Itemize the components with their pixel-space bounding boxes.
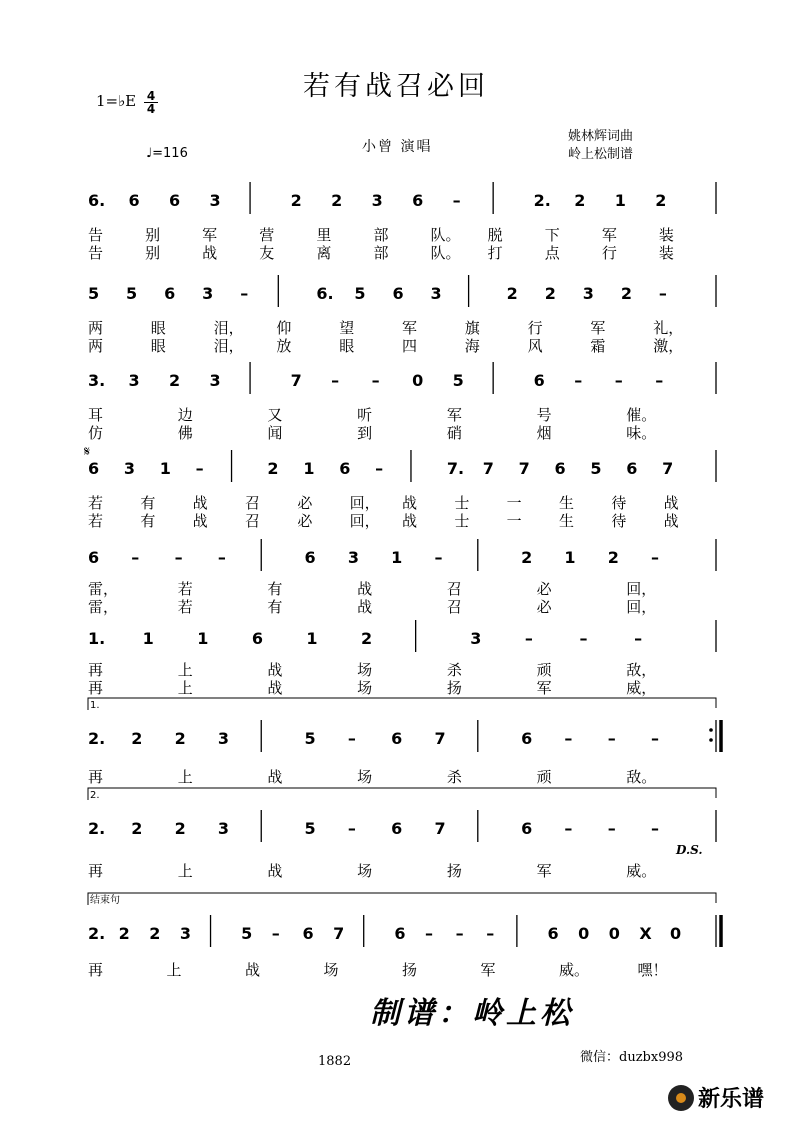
note: 5 [304, 729, 316, 748]
lyric-verse2: 若 [177, 598, 193, 616]
note: 0 [670, 924, 682, 943]
note: 6 [169, 191, 181, 210]
dash-note: – [174, 548, 183, 567]
note: 5 [590, 459, 602, 478]
lyric-verse2: 眼 [339, 337, 355, 355]
note: X [639, 924, 652, 943]
dash-note: – [131, 548, 140, 567]
lyric-verse1: 上 [177, 768, 193, 786]
lyric-verse2: 离 [316, 244, 332, 262]
note: 2 [149, 924, 161, 943]
lyric-verse2: 战 [402, 512, 418, 530]
dash-note: – [375, 459, 384, 478]
dash-note: – [347, 729, 356, 748]
lyric-verse1: 场 [357, 661, 373, 679]
note: 6 [302, 924, 314, 943]
time-signature-bottom: 4 [144, 102, 158, 115]
lyric-verse2: 佛 [177, 424, 193, 442]
lyric-verse2: 生 [559, 512, 575, 530]
lyric-verse1: 顽 [536, 768, 552, 786]
transcriber-signature: 制谱：岭上松 [370, 996, 574, 1031]
lyric-verse2: 点 [544, 244, 560, 262]
lyric-verse1: 别 [145, 226, 161, 244]
note: 2 [574, 191, 586, 210]
lyric-verse2: 有 [267, 598, 283, 616]
note: 1 [564, 548, 576, 567]
lyric-verse2: 别 [145, 244, 161, 262]
lyric-verse1: 敌。 [626, 768, 657, 786]
lyric-verse2: 到 [357, 424, 373, 442]
note: 2 [544, 284, 556, 303]
note: 6 [391, 729, 403, 748]
dash-note: – [655, 371, 664, 390]
lyric-verse1: 战 [267, 768, 283, 786]
dash-note: – [564, 729, 573, 748]
note: 7 [662, 459, 674, 478]
note: 6 [392, 284, 404, 303]
lyric-verse1: 杀 [446, 768, 462, 786]
lyric-verse1: 扬 [402, 961, 418, 979]
lyric-verse1: 军 [536, 862, 552, 880]
note: 3 [347, 548, 360, 567]
note: 2 [290, 191, 302, 210]
note: 3 [179, 924, 192, 943]
note: 2 [169, 371, 181, 390]
lyric-verse2: 回， [349, 512, 380, 530]
lyric-verse1: 召 [446, 580, 462, 598]
lyric-verse1: 脱 [487, 226, 503, 244]
lyric-verse2: 友 [259, 244, 275, 262]
lyric-verse1: 军 [590, 319, 606, 337]
volta-label: 1. [90, 700, 100, 711]
note: 2 [131, 729, 143, 748]
note: 0 [608, 924, 620, 943]
lyric-verse2: 激， [653, 337, 684, 355]
segno-sign: 𝄋 [84, 444, 91, 460]
lyric-verse1: 战 [245, 961, 261, 979]
lyric-verse1: 行 [527, 319, 543, 337]
lyric-verse1: 雷， [88, 580, 119, 598]
note: 2. [533, 191, 551, 210]
lyric-verse1: 再 [88, 661, 104, 679]
lyric-verse1: 耳 [88, 406, 104, 424]
lyric-verse2: 回， [626, 598, 657, 616]
tempo-marking: ♩=116 [146, 146, 188, 161]
lyric-verse1: 上 [177, 661, 193, 679]
lyric-verse2: 闻 [267, 424, 283, 442]
note: 2 [620, 284, 632, 303]
lyric-verse1: 军 [202, 226, 218, 244]
lyric-verse1: 礼， [653, 319, 684, 337]
lyric-verse1: 上 [166, 961, 182, 979]
logo-text: 新乐谱 [698, 1087, 765, 1112]
lyric-verse2: 场 [357, 679, 373, 697]
lyric-verse2: 一 [506, 512, 522, 530]
lyric-verse1: 场 [357, 768, 373, 786]
note: 6 [547, 924, 559, 943]
note: 3 [470, 629, 482, 648]
lyric-verse1: 威。 [626, 862, 657, 880]
note: 2 [521, 548, 533, 567]
lyric-verse1: 敌， [626, 661, 657, 679]
lyric-verse1: 生 [559, 494, 575, 512]
note: 6 [88, 548, 100, 567]
lyric-verse1: 必 [536, 580, 552, 598]
lyric-verse1: 旗 [464, 319, 480, 337]
lyric-verse1: 军 [601, 226, 617, 244]
lyric-verse2: 霜 [590, 337, 606, 355]
note: 7 [434, 729, 446, 748]
note: 7. [446, 459, 465, 478]
note: 3 [202, 284, 214, 303]
note: 7 [290, 371, 302, 390]
note: 5 [88, 284, 100, 303]
dash-note: – [331, 371, 340, 390]
note: 6 [391, 819, 403, 838]
lyric-verse2: 仿 [88, 424, 104, 442]
note: 6 [533, 371, 545, 390]
lyric-verse1: 催。 [626, 406, 657, 424]
note: 1 [614, 191, 626, 210]
note: 2 [174, 729, 186, 748]
lyric-verse1: 告 [88, 226, 104, 244]
lyric-verse2: 雷， [88, 598, 119, 616]
lyric-verse2: 上 [177, 679, 193, 697]
lyric-verse1: 战 [267, 862, 283, 880]
note: 3 [123, 459, 136, 478]
lyric-verse1: 里 [316, 226, 332, 244]
lyric-verse1: 场 [357, 862, 373, 880]
lyric-verse1: 战 [663, 494, 679, 512]
composer-line: 姚林辉词曲 [568, 129, 634, 144]
note: 1. [88, 629, 106, 648]
volta-label: 结束句 [90, 895, 120, 906]
volta-bracket [88, 698, 716, 710]
lyric-verse2: 装 [658, 244, 674, 262]
note: 6 [626, 459, 638, 478]
lyric-verse2: 战 [663, 512, 679, 530]
lyric-verse2: 战 [192, 512, 208, 530]
note: 6. [316, 284, 334, 303]
lyric-verse2: 行 [601, 244, 617, 262]
dash-note: – [371, 371, 380, 390]
note: 6 [251, 629, 263, 648]
lyric-verse2: 味。 [626, 424, 657, 442]
lyric-verse1: 眼 [150, 319, 166, 337]
note: 2 [655, 191, 667, 210]
lyric-verse2: 打 [487, 244, 503, 262]
volta-label: 2. [90, 790, 100, 801]
lyric-verse1: 战 [192, 494, 208, 512]
lyric-verse1: 部 [373, 226, 389, 244]
note: 3 [209, 371, 221, 390]
lyric-verse2: 战 [202, 244, 218, 262]
note: 1 [159, 459, 171, 478]
dash-note: – [217, 548, 226, 567]
lyric-verse1: 若 [88, 494, 104, 512]
note: 2 [331, 191, 343, 210]
page-number: 1882 [318, 1054, 352, 1069]
volta-bracket [88, 893, 716, 905]
lyric-verse1: 战 [402, 494, 418, 512]
dash-note: – [579, 629, 588, 648]
lyric-verse1: 再 [88, 862, 104, 880]
lyric-verse2: 若 [88, 512, 104, 530]
lyric-verse1: 队。 [430, 226, 461, 244]
dash-note: – [574, 371, 583, 390]
note: 7 [434, 819, 446, 838]
note: 6 [339, 459, 351, 478]
dash-note: – [347, 819, 356, 838]
dash-note: – [607, 819, 616, 838]
note: 5 [241, 924, 253, 943]
note: 3 [430, 284, 442, 303]
lyric-verse2: 扬 [446, 679, 462, 697]
note: 6 [521, 729, 533, 748]
note: 7 [333, 924, 345, 943]
transcriber-line: 岭上松制谱 [568, 147, 634, 162]
lyric-verse1: 召 [245, 494, 261, 512]
dash-note: – [607, 729, 616, 748]
lyric-verse1: 装 [658, 226, 674, 244]
lyric-verse1: 两 [88, 319, 104, 337]
lyric-verse1: 士 [454, 494, 470, 512]
lyric-verse2: 告 [88, 244, 104, 262]
note: 1 [306, 629, 318, 648]
lyric-verse2: 召 [245, 512, 261, 530]
dash-note: – [424, 924, 433, 943]
lyric-verse2: 威， [626, 679, 657, 697]
lyric-verse1: 战 [357, 580, 373, 598]
note: 5 [304, 819, 316, 838]
lyric-verse1: 回， [626, 580, 657, 598]
lyric-verse1: 顽 [536, 661, 552, 679]
lyric-verse2: 召 [446, 598, 462, 616]
note: 2 [131, 819, 143, 838]
ds-marking: D.S. [676, 843, 703, 857]
time-signature-top: 4 [146, 89, 156, 103]
lyric-verse1: 又 [267, 406, 283, 424]
note: 7 [518, 459, 530, 478]
dash-note: – [614, 371, 623, 390]
lyric-verse2: 两 [88, 337, 104, 355]
note: 5 [452, 371, 464, 390]
dash-note: – [658, 284, 667, 303]
lyric-verse2: 风 [527, 337, 543, 355]
lyric-verse2: 必 [536, 598, 552, 616]
lyric-verse1: 战 [267, 661, 283, 679]
repeat-dot [709, 738, 713, 742]
note: 5 [354, 284, 366, 303]
note: 6 [521, 819, 533, 838]
lyric-verse1: 下 [544, 226, 560, 244]
lyric-verse1: 边 [177, 406, 193, 424]
lyric-verse1: 嘿！ [637, 961, 668, 979]
note: 6 [554, 459, 566, 478]
note: 2 [506, 284, 518, 303]
lyric-verse1: 待 [611, 494, 627, 512]
dash-note: – [195, 459, 204, 478]
dash-note: – [240, 284, 249, 303]
lyric-verse1: 若 [177, 580, 193, 598]
lyric-verse2: 待 [611, 512, 627, 530]
note: 3. [88, 371, 106, 390]
note: 2. [88, 924, 106, 943]
note: 3 [217, 819, 230, 838]
note: 3 [209, 191, 221, 210]
dash-note: – [651, 548, 660, 567]
lyric-verse1: 一 [506, 494, 522, 512]
lyric-verse1: 望 [339, 319, 355, 337]
lyric-verse1: 泪， [213, 319, 244, 337]
dash-note: – [524, 629, 533, 648]
singer-credit: 小曾 演唱 [362, 139, 433, 155]
lyric-verse1: 必 [297, 494, 313, 512]
note: 2 [361, 629, 373, 648]
lyric-verse2: 泪， [213, 337, 244, 355]
note: 6. [88, 191, 106, 210]
lyric-verse1: 有 [140, 494, 156, 512]
lyric-verse1: 上 [177, 862, 193, 880]
note: 1 [391, 548, 403, 567]
dash-note: – [651, 819, 660, 838]
note: 3 [371, 191, 383, 210]
lyric-verse1: 杀 [446, 661, 462, 679]
lyric-verse1: 场 [323, 961, 339, 979]
lyric-verse1: 号 [536, 406, 552, 424]
lyric-verse2: 放 [276, 337, 292, 355]
note: 6 [412, 191, 424, 210]
lyric-verse1: 再 [88, 961, 104, 979]
lyric-verse2: 眼 [150, 337, 166, 355]
dash-note: – [434, 548, 443, 567]
note: 2 [267, 459, 279, 478]
volta-bracket [88, 788, 716, 800]
lyric-verse1: 仰 [276, 319, 292, 337]
song-title: 若有战召必回 [303, 71, 489, 102]
repeat-dot [709, 728, 713, 732]
note: 6 [394, 924, 406, 943]
lyric-verse2: 必 [297, 512, 313, 530]
lyric-verse1: 营 [259, 226, 275, 244]
site-logo [668, 1082, 764, 1113]
lyric-verse1: 军 [480, 961, 496, 979]
note: 6 [164, 284, 176, 303]
lyric-verse2: 士 [454, 512, 470, 530]
lyric-verse2: 四 [402, 337, 418, 355]
dash-note: – [564, 819, 573, 838]
lyric-verse2: 再 [88, 679, 104, 697]
record-icon [668, 1085, 694, 1111]
lyric-verse1: 有 [267, 580, 283, 598]
lyric-verse2: 海 [464, 337, 480, 355]
note: 2 [174, 819, 186, 838]
lyric-verse1: 威。 [559, 961, 590, 979]
note: 3 [582, 284, 594, 303]
note: 6 [88, 459, 100, 478]
note: 3 [217, 729, 230, 748]
lyric-verse1: 军 [402, 319, 418, 337]
lyric-verse1: 听 [357, 406, 373, 424]
lyric-verse2: 有 [140, 512, 156, 530]
lyric-verse1: 军 [446, 406, 462, 424]
lyric-verse1: 扬 [446, 862, 462, 880]
note: 7 [482, 459, 494, 478]
lyric-verse2: 队。 [430, 244, 461, 262]
note: 6 [128, 191, 140, 210]
dash-note: – [452, 191, 461, 210]
lyric-verse2: 战 [267, 679, 283, 697]
dash-note: – [271, 924, 280, 943]
lyric-verse1: 回， [349, 494, 380, 512]
dash-note: – [651, 729, 660, 748]
lyric-verse2: 部 [373, 244, 389, 262]
note: 0 [412, 371, 424, 390]
note: 2 [607, 548, 619, 567]
note: 1 [197, 629, 209, 648]
dash-note: – [455, 924, 464, 943]
note: 1 [303, 459, 315, 478]
note: 5 [126, 284, 138, 303]
lyric-verse2: 战 [357, 598, 373, 616]
note: 0 [578, 924, 590, 943]
note: 2. [88, 819, 106, 838]
lyric-verse2: 硝 [446, 424, 462, 442]
note: 6 [304, 548, 316, 567]
dash-note: – [486, 924, 495, 943]
lyric-verse2: 军 [536, 679, 552, 697]
note: 1 [142, 629, 154, 648]
key-signature: 1=♭E [96, 92, 137, 110]
note: 3 [128, 371, 140, 390]
wechat-contact: 微信：duzbx998 [580, 1050, 684, 1065]
note: 2. [88, 729, 106, 748]
note: 2 [118, 924, 130, 943]
lyric-verse2: 烟 [536, 424, 552, 442]
dash-note: – [634, 629, 643, 648]
lyric-verse1: 再 [88, 768, 104, 786]
